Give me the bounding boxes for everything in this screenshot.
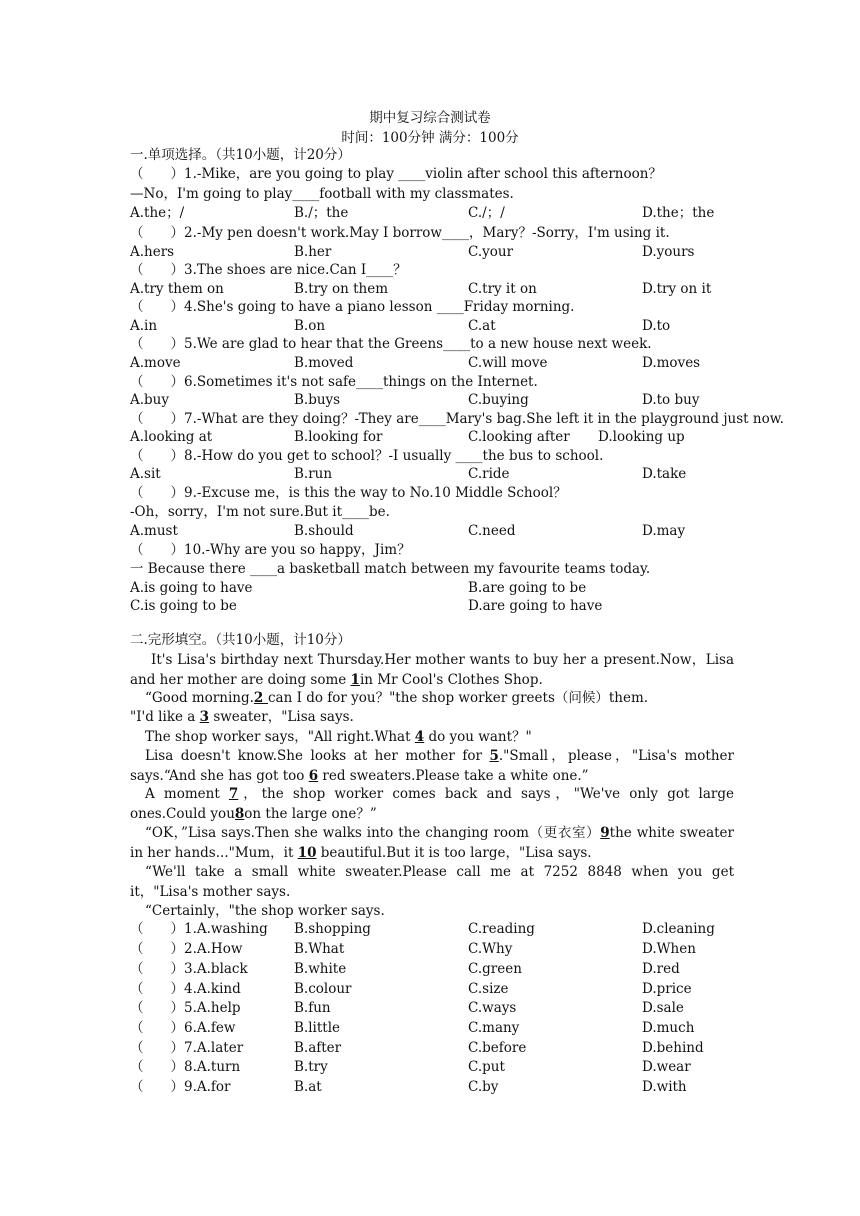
- cloze-option-c: C.put: [468, 1059, 505, 1075]
- q10-option-a: A.is going to have: [130, 580, 253, 596]
- cloze-option-c: C.by: [468, 1079, 499, 1095]
- cloze-paragraph-5: [130, 747, 734, 786]
- q10-option-b: B.are going to be: [468, 580, 587, 596]
- q7-option-a: A.looking at: [130, 429, 213, 445]
- cloze-paragraph-3: [130, 708, 734, 728]
- cloze-option-d: D.behind: [642, 1040, 704, 1056]
- q8-option-a: A.sit: [130, 466, 161, 482]
- cloze-text: Lisa doesn't know.She looks at her mother for: [145, 748, 490, 764]
- q9-stem: （ ）9.-Excuse me，is this the way to No.10 Middle School？: [130, 485, 567, 501]
- q5-option-d: D.moves: [642, 355, 701, 371]
- cloze-blank-4: 4: [414, 729, 425, 745]
- cloze-option-d: D.red: [642, 961, 680, 977]
- cloze-text: ."Small，please，"Lisa's mother says.“And she has got too: [130, 748, 734, 784]
- q2-option-c: C.your: [468, 244, 514, 260]
- cloze-paragraph-9: “Certainly，"the shop worker says.: [145, 903, 385, 919]
- q1-option-b: B./；the: [294, 205, 349, 221]
- q7-option-d: D.looking up: [598, 429, 685, 445]
- q9-option-a: A.must: [130, 523, 178, 539]
- cloze-option-a: （ ）2.A.How: [130, 941, 243, 957]
- q8-option-d: D.take: [642, 466, 687, 482]
- cloze-blank-5: 5: [489, 748, 499, 764]
- q6-stem: （ ）6.Sometimes it's not safe____things on the Internet.: [130, 374, 538, 390]
- cloze-paragraph-6: [130, 785, 734, 824]
- cloze-paragraph-7: [130, 824, 734, 863]
- cloze-option-d: D.wear: [642, 1059, 691, 1075]
- cloze-option-a: （ ）7.A.later: [130, 1040, 244, 1056]
- cloze-blank-10: 10: [297, 844, 317, 861]
- q1-option-c: C./；/: [468, 205, 505, 221]
- cloze-option-c: C.ways: [468, 1000, 517, 1016]
- cloze-option-c: C.size: [468, 981, 509, 997]
- section2-heading: 二.完形填空。（共10小题，计10分）: [130, 632, 351, 648]
- q6-option-a: A.buy: [130, 392, 170, 408]
- q1-stem: （ ）1.-Mike，are you going to play ____violin after school this afternoon？: [130, 166, 662, 182]
- q4-option-a: A.in: [130, 318, 158, 334]
- q2-option-b: B.her: [294, 244, 332, 260]
- cloze-option-b: B.What: [294, 941, 345, 957]
- cloze-paragraph-1: [130, 651, 734, 690]
- cloze-paragraph-2: [130, 689, 734, 709]
- cloze-option-a: （ ）9.A.for: [130, 1079, 231, 1095]
- cloze-option-c: C.Why: [468, 941, 513, 957]
- q5-option-c: C.will move: [468, 355, 548, 371]
- q3-option-a: A.try them on: [130, 281, 224, 297]
- q9-stem2: -Oh，sorry，I'm not sure.But it____be.: [130, 504, 390, 520]
- exam-title: 期中复习综合测试卷: [369, 110, 491, 126]
- q1-option-a: A.the；/: [130, 205, 185, 221]
- cloze-text: ，the shop worker comes back and says，"We've only got large ones.Could you: [130, 786, 734, 822]
- cloze-text: sweater，"Lisa says.: [209, 709, 354, 725]
- q5-option-a: A.move: [130, 355, 181, 371]
- q3-stem: （ ）3.The shoes are nice.Can I____？: [130, 262, 407, 278]
- q8-option-c: C.ride: [468, 466, 510, 482]
- cloze-option-b: B.at: [294, 1079, 322, 1095]
- q10-stem2: 一 Because there ____a basketball match between my favourite teams today.: [130, 561, 651, 577]
- q5-option-b: B.moved: [294, 355, 354, 371]
- cloze-option-a: （ ）3.A.black: [130, 961, 248, 977]
- cloze-option-d: D.cleaning: [642, 921, 715, 937]
- cloze-text: the white sweater in her hands..."Mum，it: [130, 825, 734, 861]
- cloze-text: do you want？": [424, 729, 532, 745]
- cloze-option-c: C.green: [468, 961, 522, 977]
- cloze-option-a: （ ）5.A.help: [130, 1000, 241, 1016]
- cloze-option-b: B.little: [294, 1020, 341, 1036]
- q7-option-b: B.looking for: [294, 429, 383, 445]
- q2-stem: （ ）2.-My pen doesn't work.May I borrow____，Mary？-Sorry，I'm using it.: [130, 225, 670, 241]
- cloze-text: It's Lisa's birthday next Thursday.Her mother wants to buy her a present.Now，Lisa and her mother are doing some: [130, 652, 734, 688]
- q4-option-d: D.to: [642, 318, 671, 334]
- q9-option-d: D.may: [642, 523, 686, 539]
- cloze-option-b: B.try: [294, 1059, 328, 1075]
- q1-stem2: —No，I'm going to play____football with my classmates.: [130, 186, 514, 202]
- cloze-option-d: D.price: [642, 981, 692, 997]
- cloze-option-d: D.sale: [642, 1000, 684, 1016]
- q9-option-b: B.should: [294, 523, 354, 539]
- q4-stem: （ ）4.She's going to have a piano lesson ____Friday morning.: [130, 299, 575, 315]
- cloze-text: "I'd like a: [130, 709, 200, 725]
- q1-option-d: D.the；the: [642, 205, 715, 221]
- q6-option-d: D.to buy: [642, 392, 700, 408]
- section1-heading: 一.单项选择。（共10小题，计20分）: [130, 147, 351, 163]
- cloze-option-c: C.many: [468, 1020, 520, 1036]
- cloze-option-a: （ ）6.A.few: [130, 1020, 236, 1036]
- q7-option-c: C.looking after: [468, 429, 570, 445]
- cloze-option-d: D.with: [642, 1079, 687, 1095]
- cloze-option-d: D.much: [642, 1020, 695, 1036]
- q8-stem: （ ）8.-How do you get to school？-I usually ____the bus to school.: [130, 448, 604, 464]
- cloze-blank-2: 2: [253, 690, 268, 706]
- cloze-text: “OK，”Lisa says.Then she walks into the changing room（更衣室）: [145, 825, 601, 841]
- q3-option-c: C.try it on: [468, 281, 537, 297]
- q9-option-c: C.need: [468, 523, 516, 539]
- exam-subtitle: 时间：100分钟 满分：100分: [341, 130, 519, 146]
- cloze-option-b: B.shopping: [294, 921, 371, 937]
- cloze-blank-3: 3: [199, 709, 210, 725]
- cloze-text: “Good morning.: [145, 690, 254, 706]
- q3-option-b: B.try on them: [294, 281, 389, 297]
- cloze-option-d: D.When: [642, 941, 696, 957]
- cloze-option-b: B.white: [294, 961, 347, 977]
- q2-option-d: D.yours: [642, 244, 695, 260]
- q3-option-d: D.try on it: [642, 281, 712, 297]
- cloze-text: beautiful.But it is too large，"Lisa says.: [316, 844, 592, 861]
- q5-stem: （ ）5.We are glad to hear that the Greens____to a new house next week.: [130, 336, 652, 352]
- q4-option-b: B.on: [294, 318, 326, 334]
- cloze-text: in Mr Cool's Clothes Shop.: [359, 671, 543, 688]
- q10-option-c: C.is going to be: [130, 598, 237, 614]
- cloze-blank-9: 9: [600, 825, 610, 841]
- cloze-blank-7: 7: [228, 786, 239, 802]
- q10-stem: （ ）10.-Why are you so happy，Jim？: [130, 542, 411, 558]
- cloze-paragraph-8: “We'll take a small white sweater.Please call me at 7252 8848 when you get it，"Lisa's mother says.: [130, 864, 734, 900]
- cloze-option-b: B.colour: [294, 981, 352, 997]
- cloze-blank-6: 6: [308, 767, 319, 784]
- cloze-text: red sweaters.Please take a white one.”: [318, 767, 589, 784]
- cloze-blank-1: 1: [350, 671, 360, 688]
- q7-stem: （ ）7.-What are they doing？-They are____Mary's bag.She left it in the playground just now.: [130, 411, 784, 427]
- q10-option-d: D.are going to have: [468, 598, 603, 614]
- q8-option-b: B.run: [294, 466, 333, 482]
- cloze-option-a: （ ）8.A.turn: [130, 1059, 241, 1075]
- q6-option-c: C.buying: [468, 392, 529, 408]
- cloze-text: The shop worker says，"All right.What: [145, 729, 415, 745]
- cloze-option-a: （ ）1.A.washing: [130, 921, 268, 937]
- q2-option-a: A.hers: [130, 244, 175, 260]
- cloze-option-a: （ ）4.A.kind: [130, 981, 241, 997]
- cloze-option-c: C.before: [468, 1040, 527, 1056]
- cloze-text: on the large one？”: [244, 805, 377, 822]
- cloze-text: A moment: [145, 786, 229, 802]
- q6-option-b: B.buys: [294, 392, 341, 408]
- cloze-option-b: B.fun: [294, 1000, 331, 1016]
- q4-option-c: C.at: [468, 318, 496, 334]
- cloze-blank-8: 8: [234, 805, 245, 822]
- cloze-option-b: B.after: [294, 1040, 342, 1056]
- cloze-text: can I do for you？"the shop worker greets（问候）them.: [268, 690, 649, 706]
- cloze-option-c: C.reading: [468, 921, 535, 937]
- cloze-paragraph-4: [130, 728, 734, 748]
